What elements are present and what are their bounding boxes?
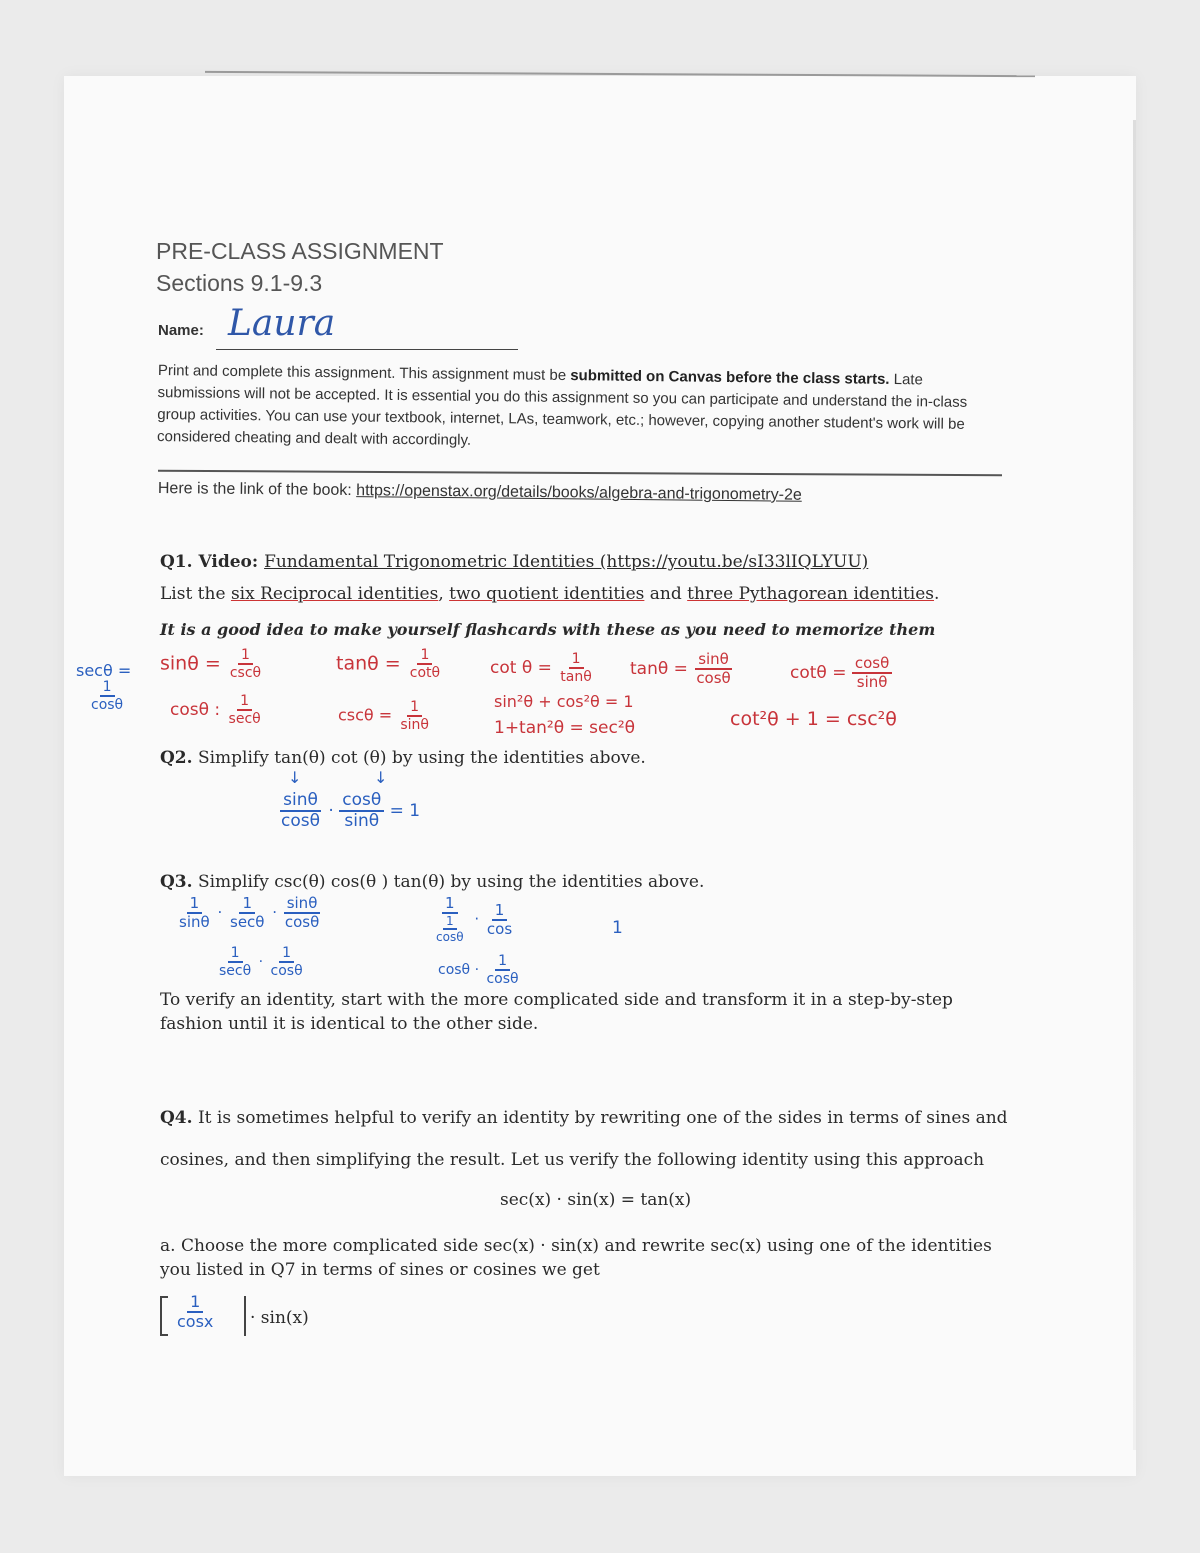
cos-identity: cosθ : $\frac{1}{\sec\theta}$: [170, 693, 261, 727]
tan-reciprocal-identity: tanθ = $\frac{1}{\cot\theta}$: [336, 647, 441, 681]
sin-identity: sinθ = $\frac{1}{\csc\theta}$: [160, 647, 262, 681]
q4a-answer[interactable]: $\frac{1}{\cos x}$: [177, 1292, 214, 1331]
q3-work-line1b: $\frac{1}{\frac{1}{\cos\theta}}$ · $\frac{1}{\cos}$: [436, 894, 513, 944]
verify-instructions: To verify an identity, start with the more complicated side and transform it in a step-by-step fashion until it is identical to the other side.: [160, 990, 953, 1034]
pythagorean-identity-3: cot²θ + 1 = csc²θ: [730, 708, 897, 730]
target-identity: sec(x) · sin(x) = tan(x): [500, 1190, 692, 1210]
cot-quotient-identity: cotθ = $\frac{\cos\theta}{\sin\theta}$: [790, 656, 892, 690]
q4a-answer-suffix: · sin(x): [250, 1308, 309, 1328]
arrow-icon: ↓: [374, 768, 388, 787]
book-link-line: Here is the link of the book: https://openstax.org/details/books/algebra-and-trigonometry-2e: [157, 480, 802, 504]
sec-margin-note: secθ = $\frac{1}{\cos\theta}$: [76, 661, 132, 714]
q1-prompt: List the six Reciprocal identities, two quotient identities and three Pythagorean identities.: [160, 584, 940, 604]
q3-prompt: Q3. Simplify csc(θ) cos(θ ) tan(θ) by using the identities above.: [160, 872, 705, 892]
q2-prompt: Q2. Simplify tan(θ) cot (θ) by using the identities above.: [160, 748, 646, 768]
pythagorean-identity-1: sin²θ + cos²θ = 1: [494, 692, 634, 711]
instructions-paragraph: Print and complete this assignment. This assignment must be submitted on Canvas before the class starts. Late submissions will not be accepted. It is essential you do this assignment so you can participate and understand the in-class group activities. You can use your textbook, internet, LAs, teamwork, etc.; however, copying another student's work will be considered cheating and dealt with accordingly.: [156, 361, 968, 449]
book-link[interactable]: https://openstax.org/details/books/algebra-and-trigonometry-2e: [356, 482, 802, 504]
name-value[interactable]: Laura: [228, 303, 336, 344]
arrow-icon: ↓: [288, 768, 302, 787]
csc-identity: cscθ = $\frac{1}{\sin\theta}$: [338, 699, 429, 733]
cot-reciprocal-identity: cot θ = $\frac{1}{\tan\theta}$: [490, 651, 592, 685]
submission-deadline: submitted on Canvas before the class starts.: [570, 367, 890, 388]
name-label: Name:: [158, 322, 204, 339]
q4a-prompt-line2: you listed in Q7 in terms of sines or cosines we get: [160, 1260, 600, 1280]
q1-heading: Q1. Video: Fundamental Trigonometric Identities (https://youtu.be/sI33lIQLYUU): [160, 552, 869, 572]
q3-result: 1: [612, 918, 623, 938]
name-underline: [216, 349, 518, 350]
page-title: PRE-CLASS ASSIGNMENT: [156, 238, 444, 264]
pythagorean-identity-2: 1+tan²θ = sec²θ: [494, 718, 636, 738]
q3-work-line1: $\frac{1}{\sin\theta}$ · $\frac{1}{\sec\theta}$ · $\frac{\sin\theta}{\cos\theta}$: [179, 894, 320, 931]
page-edge: [1133, 120, 1136, 1450]
tan-quotient-identity: tanθ = $\frac{\sin\theta}{\cos\theta}$: [630, 650, 731, 687]
q2-work: $\frac{\sin\theta}{\cos\theta}$ · $\frac{\cos\theta}{\sin\theta}$ = 1: [281, 790, 421, 831]
video-link[interactable]: Fundamental Trigonometric Identities (https://youtu.be/sI33lIQLYUU): [264, 552, 869, 572]
q4-prompt-line1: Q4. It is sometimes helpful to verify an identity by rewriting one of the sides in terms of sines and: [160, 1108, 1008, 1128]
q3-work-line2: $\frac{1}{\sec\theta}$ · $\frac{1}{\cos\theta}$: [219, 945, 303, 979]
page-sections: Sections 9.1-9.3: [156, 270, 323, 296]
q4-prompt-line2: cosines, and then simplifying the result. Let us verify the following identity using this approach: [160, 1150, 985, 1170]
q3-work-line2b: cosθ · $\frac{1}{\cos\theta}$: [438, 953, 519, 987]
q4a-prompt-line1: a. Choose the more complicated side sec(x) · sin(x) and rewrite sec(x) using one of the identities: [160, 1236, 992, 1256]
flashcard-tip: It is a good idea to make yourself flashcards with these as you need to memorize them: [160, 620, 936, 639]
